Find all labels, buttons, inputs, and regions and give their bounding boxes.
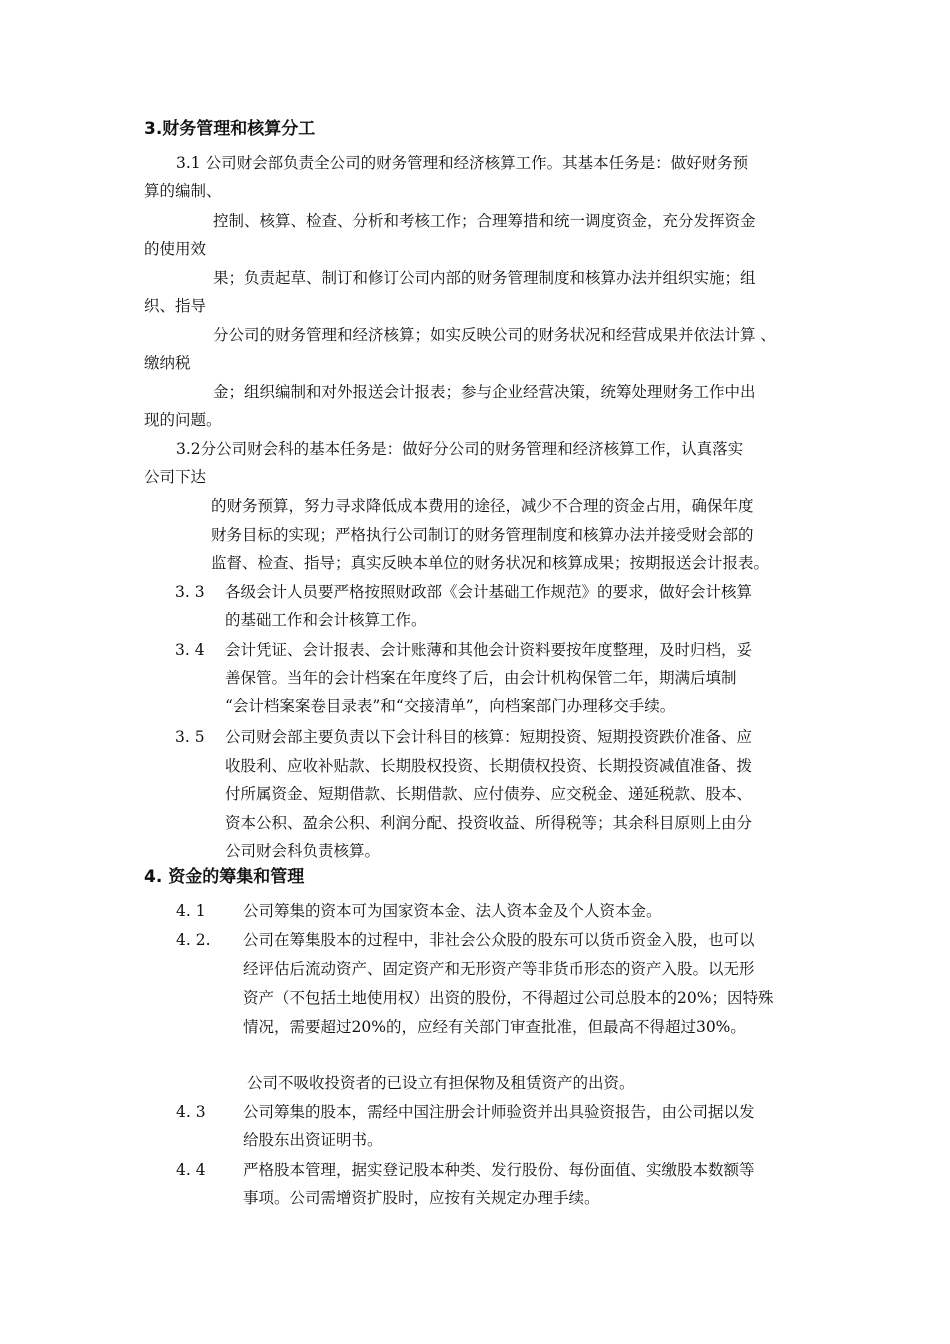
paragraph-line: 算的编制、	[144, 182, 222, 200]
item-number: 3. 3	[175, 583, 205, 601]
item-line: “会计档案案卷目录表”和“交接清单”，向档案部门办理移交手续。	[225, 697, 676, 715]
item-line: 善保管。当年的会计档案在年度终了后，由会计机构保管二年，期满后填制	[225, 669, 737, 687]
item-line: 给股东出资证明书。	[243, 1131, 383, 1149]
item-line: 严格股本管理，据实登记股本种类、发行股份、每份面值、实缴股本数额等	[243, 1161, 755, 1179]
section-3-heading: 3.财务管理和核算分工	[144, 119, 316, 139]
item-line: 收股利、应收补贴款、长期股权投资、长期债权投资、长期投资减值准备、拨	[225, 757, 753, 775]
paragraph-line: 3.2分公司财会科的基本任务是：做好分公司的财务管理和经济核算工作，认真落实	[176, 440, 744, 458]
paragraph-line: 织、指导	[144, 297, 207, 315]
paragraph-line: 现的问题。	[144, 411, 222, 429]
item-line: 公司财会科负责核算。	[225, 842, 381, 860]
item-line: 事项。公司需增资扩股时，应按有关规定办理手续。	[243, 1189, 600, 1207]
paragraph-line: 金；组织编制和对外报送会计报表；参与企业经营决策，统筹处理财务工作中出	[213, 383, 756, 401]
paragraph-line: 的使用效	[144, 240, 207, 258]
paragraph-line: 缴纳税	[144, 354, 191, 372]
item-number: 4. 2.	[176, 931, 211, 949]
item-number: 4. 4	[176, 1161, 206, 1179]
paragraph-line: 监督、检查、指导；真实反映本单位的财务状况和核算成果；按期报送会计报表。	[211, 554, 770, 572]
item-line: 公司不吸收投资者的已设立有担保物及租赁资产的出资。	[247, 1074, 635, 1092]
item-number: 3. 4	[175, 641, 205, 659]
paragraph-line: 财务目标的实现；严格执行公司制订的财务管理制度和核算办法并接受财会部的	[211, 526, 754, 544]
paragraph-line: 控制、核算、检查、分析和考核工作；合理筹措和统一调度资金，充分发挥资金	[213, 212, 756, 230]
item-line: 公司财会部主要负责以下会计科目的核算：短期投资、短期投资跌价准备、应	[225, 728, 753, 746]
item-line: 各级会计人员要严格按照财政部《会计基础工作规范》的要求，做好会计核算	[225, 583, 753, 601]
item-line: 情况，需要超过20%的，应经有关部门审查批准，但最高不得超过30%。	[243, 1018, 746, 1036]
item-line: 资产（不包括土地使用权）出资的股份，不得超过公司总股本的20%；因特殊	[243, 989, 774, 1007]
item-line: 的基础工作和会计核算工作。	[225, 611, 427, 629]
item-line: 公司筹集的资本可为国家资本金、法人资本金及个人资本金。	[243, 902, 662, 920]
section-4-heading: 4. 资金的筹集和管理	[144, 867, 305, 887]
item-line: 经评估后流动资产、固定资产和无形资产等非货币形态的资产入股。以无形	[243, 960, 755, 978]
item-line: 公司筹集的股本，需经中国注册会计师验资并出具验资报告，由公司据以发	[243, 1103, 755, 1121]
item-number: 4. 1	[176, 902, 206, 920]
paragraph-line: 3.1 公司财会部负责全公司的财务管理和经济核算工作。其基本任务是：做好财务预	[176, 154, 749, 172]
item-number: 3. 5	[175, 728, 205, 746]
item-line: 付所属资金、短期借款、长期借款、应付债券、应交税金、递延税款、股本、	[225, 785, 753, 803]
item-number: 4. 3	[176, 1103, 206, 1121]
paragraph-line: 分公司的财务管理和经济核算；如实反映公司的财务状况和经营成果并依法计算 、	[213, 326, 776, 344]
item-line: 公司在筹集股本的过程中，非社会公众股的股东可以货币资金入股，也可以	[243, 931, 755, 949]
paragraph-line: 公司下达	[144, 468, 207, 486]
item-line: 会计凭证、会计报表、会计账薄和其他会计资料要按年度整理，及时归档，妥	[225, 641, 753, 659]
paragraph-line: 的财务预算，努力寻求降低成本费用的途径，减少不合理的资金占用，确保年度	[211, 497, 754, 515]
item-line: 资本公积、盈余公积、利润分配、投资收益、所得税等；其余科目原则上由分	[225, 814, 753, 832]
paragraph-line: 果；负责起草、制订和修订公司内部的财务管理制度和核算办法并组织实施；组	[213, 269, 756, 287]
